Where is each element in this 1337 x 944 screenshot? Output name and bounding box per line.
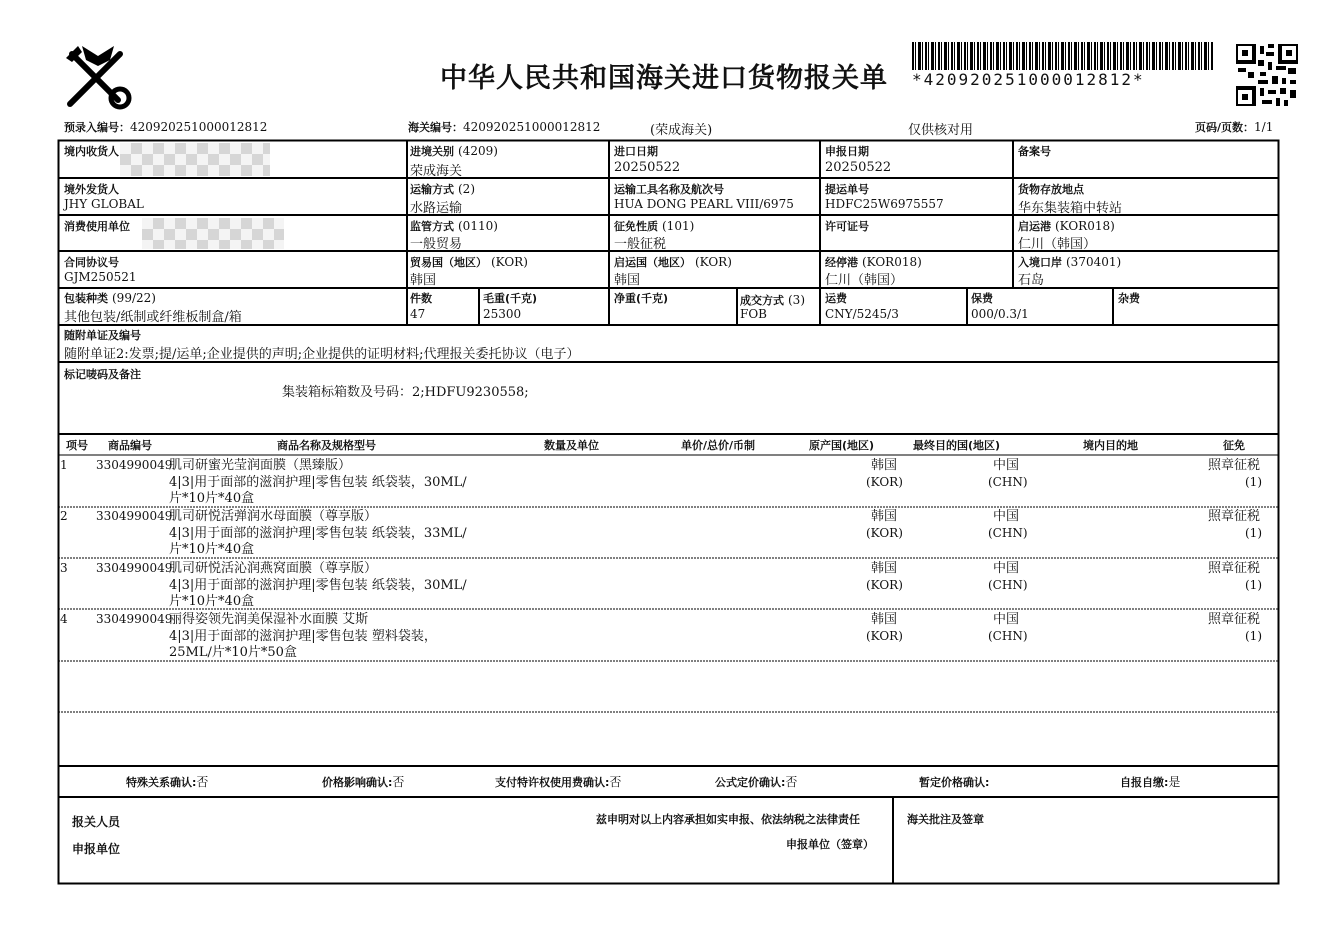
item-levy-code: (1): [1245, 475, 1262, 489]
stop-port: [825, 254, 922, 270]
origin-country-label: 启运国（地区）: [614, 256, 691, 269]
consignee-value-redacted: [120, 143, 270, 176]
confirm-price-value: 否: [392, 775, 405, 789]
supervision: [410, 218, 498, 234]
item-spec2: 片*10片*40盒: [169, 594, 255, 609]
origin-country-code: (KOR): [695, 255, 732, 269]
vessel-value: HUA DONG PEARL VIII/6975: [614, 197, 794, 211]
item-origin-code: (KOR): [866, 475, 903, 489]
entry-customs-code: (4209): [458, 144, 498, 158]
customs-no-label: 海关编号：: [408, 121, 463, 134]
consumer-value-redacted: [142, 218, 284, 249]
confirm-royalty-value: 否: [609, 775, 622, 789]
customs-sign-label: 海关批注及签章: [907, 813, 984, 826]
item-spec2: 25ML/片*10片*50盒: [169, 645, 297, 660]
item-code: 3304990049: [96, 509, 173, 523]
confirm-royalty: [495, 773, 621, 790]
entry-port-code: (370401): [1066, 255, 1122, 269]
trade-country-label: 贸易国（地区）: [410, 256, 487, 269]
confirm-special-value: 否: [196, 775, 209, 789]
declare-date-value: 20250522: [825, 160, 892, 175]
confirm-formula-value: 否: [785, 775, 798, 789]
item-no: 1: [60, 458, 68, 472]
declare-unit-label: 申报单位: [72, 842, 121, 856]
item-dest: 中国: [993, 458, 1020, 473]
declarant-label: 报关人员: [72, 815, 121, 829]
item-dest-code: (CHN): [988, 629, 1028, 643]
col-name: 商品名称及规格型号: [277, 439, 376, 452]
col-no: 项号: [66, 439, 88, 452]
net-label: 净重(千克): [614, 292, 669, 305]
marks-value: 集装箱标箱数及号码：2;HDFU9230558;: [282, 385, 529, 400]
col-origin: 原产国(地区): [809, 439, 875, 452]
storage-value: 华东集装箱中转站: [1018, 201, 1123, 216]
col-price: 单价/总价/币制: [681, 439, 756, 452]
item-name: 丽得姿领先润美保湿补水面膜 艾斯: [169, 612, 369, 627]
page-label: 页码/页数：: [1195, 121, 1255, 134]
stamp-label: 申报单位（签章）: [786, 838, 874, 851]
transport-mode: [410, 181, 475, 197]
item-dest-code: (CHN): [988, 475, 1028, 489]
shipper-label: 境外发货人: [64, 183, 119, 196]
confirm-formula: [715, 773, 797, 790]
item-spec1: 4|3|用于面部的滋润护理|零售包装 纸袋装，30ML/: [169, 578, 467, 593]
item-name: 肌司研悦活沁润燕窝面膜（尊享版）: [169, 561, 378, 576]
levy-nature: [614, 218, 694, 234]
trade-country: [410, 254, 528, 270]
entry-port-value: 石岛: [1018, 273, 1045, 288]
item-levy-code: (1): [1245, 578, 1262, 592]
consumer-label: 消费使用单位: [64, 220, 130, 233]
item-origin-code: (KOR): [866, 526, 903, 540]
customs-no-value: 420920251000012812: [463, 120, 601, 134]
trade-country-code: (KOR): [491, 255, 528, 269]
confirm-self-value: 是: [1168, 775, 1181, 789]
pieces-value: 47: [410, 307, 426, 321]
levy-code: (101): [662, 219, 695, 233]
origin-country-value: 韩国: [614, 273, 641, 288]
docs-label: 随附单证及编号: [64, 329, 141, 342]
col-qty: 数量及单位: [544, 439, 599, 452]
item-dest: 中国: [993, 509, 1020, 524]
storage-label: 货物存放地点: [1018, 183, 1084, 196]
pre-entry-value: 420920251000012812: [130, 120, 268, 134]
deal-code: (3): [788, 293, 805, 307]
table-row: [60, 508, 1278, 558]
item-levy-code: (1): [1245, 526, 1262, 540]
entry-customs: [410, 143, 498, 159]
freight-label: 运费: [825, 292, 847, 305]
entry-port-label: 入境口岸: [1018, 256, 1062, 269]
item-spec2: 片*10片*40盒: [169, 491, 255, 506]
document-title: 中华人民共和国海关进口货物报关单: [440, 63, 888, 94]
vessel-label: 运输工具名称及航次号: [614, 183, 724, 196]
page-value: 1/1: [1254, 120, 1274, 134]
item-origin-code: (KOR): [866, 629, 903, 643]
confirm-provisional: [919, 774, 989, 790]
insurance-label: 保费: [971, 292, 993, 305]
confirm-royalty-label: 支付特许权使用费确认:: [495, 776, 610, 789]
confirm-price: [322, 773, 404, 790]
confirm-provisional-label: 暂定价格确认:: [919, 776, 990, 789]
item-origin-code: (KOR): [866, 578, 903, 592]
item-spec1: 4|3|用于面部的滋润护理|零售包装 纸袋装，33ML/: [169, 526, 467, 541]
pack-label: 包装种类: [64, 292, 108, 305]
table-row: [60, 457, 1278, 507]
item-levy: 照章征税: [1208, 509, 1261, 524]
entry-port: [1018, 254, 1121, 270]
supervision-code: (0110): [458, 219, 498, 233]
contract-label: 合同协议号: [64, 256, 119, 269]
import-date-label: 进口日期: [614, 145, 658, 158]
item-spec2: 片*10片*40盒: [169, 542, 255, 557]
supervision-label: 监管方式: [410, 220, 454, 233]
item-origin: 韩国: [871, 458, 898, 473]
misc-label: 杂费: [1118, 292, 1140, 305]
dep-port-code: (KOR018): [1055, 219, 1115, 233]
license-label: 许可证号: [825, 220, 869, 233]
verify-note: 仅供核对用: [908, 123, 974, 138]
dep-port-value: 仁川（韩国）: [1018, 237, 1097, 252]
origin-country: [614, 254, 732, 270]
item-levy: 照章征税: [1208, 561, 1261, 576]
transport-mode-code: (2): [458, 182, 475, 196]
item-code: 3304990049: [96, 612, 173, 626]
item-dest: 中国: [993, 612, 1020, 627]
deal: [740, 292, 805, 308]
statement: 兹申明对以上内容承担如实申报、依法纳税之法律责任: [596, 813, 860, 826]
bill-label: 提运单号: [825, 183, 869, 196]
confirm-special: [126, 773, 208, 790]
bill-value: HDFC25W6975557: [825, 197, 944, 211]
pieces-label: 件数: [410, 292, 432, 305]
item-origin: 韩国: [871, 509, 898, 524]
table-row: [60, 560, 1278, 610]
stop-port-label: 经停港: [825, 256, 858, 269]
contract-value: GJM250521: [64, 270, 137, 284]
entry-customs-label: 进境关别: [410, 145, 454, 158]
confirm-formula-label: 公式定价确认:: [715, 776, 786, 789]
item-dest-code: (CHN): [988, 526, 1028, 540]
docs-value: 随附单证2:发票;提/运单;企业提供的声明;企业提供的证明材料;代理报关委托协议（电子）: [64, 347, 580, 362]
stop-port-value: 仁川（韩国）: [825, 273, 904, 288]
item-code: 3304990049: [96, 561, 173, 575]
item-no: 3: [60, 561, 68, 575]
marks-label: 标记唛码及备注: [64, 368, 141, 381]
item-dest: 中国: [993, 561, 1020, 576]
transport-mode-value: 水路运输: [410, 201, 463, 216]
confirm-self: [1120, 773, 1180, 790]
table-row: [60, 611, 1278, 661]
item-levy: 照章征税: [1208, 458, 1261, 473]
confirm-self-label: 自报自缴:: [1120, 776, 1169, 789]
item-levy: 照章征税: [1208, 612, 1261, 627]
pre-entry-label: 预录入编号：: [64, 121, 130, 134]
levy-value: 一般征税: [614, 237, 667, 252]
declare-date-label: 申报日期: [825, 145, 869, 158]
insurance-value: 000/0.3/1: [971, 307, 1029, 321]
col-code: 商品编号: [108, 439, 152, 452]
shipper-value: JHY GLOBAL: [64, 197, 144, 211]
pack-value: 其他包装/纸制或纤维板制盒/箱: [64, 310, 242, 325]
gross-label: 毛重(千克): [483, 292, 538, 305]
dep-port: [1018, 218, 1115, 234]
confirm-price-label: 价格影响确认:: [322, 776, 393, 789]
deal-label: 成交方式: [740, 294, 784, 307]
barcode-text: *420920251000012812*: [912, 70, 1145, 89]
import-date-value: 20250522: [614, 160, 681, 175]
confirm-special-label: 特殊关系确认:: [126, 776, 197, 789]
col-levy: 征免: [1223, 439, 1245, 452]
transport-mode-label: 运输方式: [410, 183, 454, 196]
item-dest-code: (CHN): [988, 578, 1028, 592]
item-name: 肌司研悦活弹润水母面膜（尊享版）: [169, 509, 378, 524]
trade-country-value: 韩国: [410, 273, 437, 288]
col-domestic: 境内目的地: [1083, 439, 1138, 452]
stop-port-code: (KOR018): [862, 255, 922, 269]
pack: [64, 290, 156, 306]
levy-label: 征免性质: [614, 220, 658, 233]
customs-name: (荣成海关): [650, 123, 713, 138]
supervision-value: 一般贸易: [410, 237, 463, 252]
freight-value: CNY/5245/3: [825, 307, 899, 321]
col-dest: 最终目的国(地区): [913, 439, 1001, 452]
consignee-label: 境内收货人: [64, 145, 119, 158]
item-spec1: 4|3|用于面部的滋润护理|零售包装 塑料袋装，: [169, 629, 437, 644]
deal-value: FOB: [740, 307, 767, 321]
item-levy-code: (1): [1245, 629, 1262, 643]
item-origin: 韩国: [871, 612, 898, 627]
item-origin: 韩国: [871, 561, 898, 576]
gross-value: 25300: [483, 307, 522, 321]
item-spec1: 4|3|用于面部的滋润护理|零售包装 纸袋装，30ML/: [169, 475, 467, 490]
entry-customs-value: 荣成海关: [410, 164, 463, 179]
item-no: 4: [60, 612, 68, 626]
item-code: 3304990049: [96, 458, 173, 472]
item-name: 肌司研蜜光莹润面膜（黑臻版）: [169, 458, 352, 473]
pack-code: (99/22): [112, 291, 156, 305]
record-no-label: 备案号: [1018, 145, 1051, 158]
item-no: 2: [60, 509, 68, 523]
dep-port-label: 启运港: [1018, 220, 1051, 233]
